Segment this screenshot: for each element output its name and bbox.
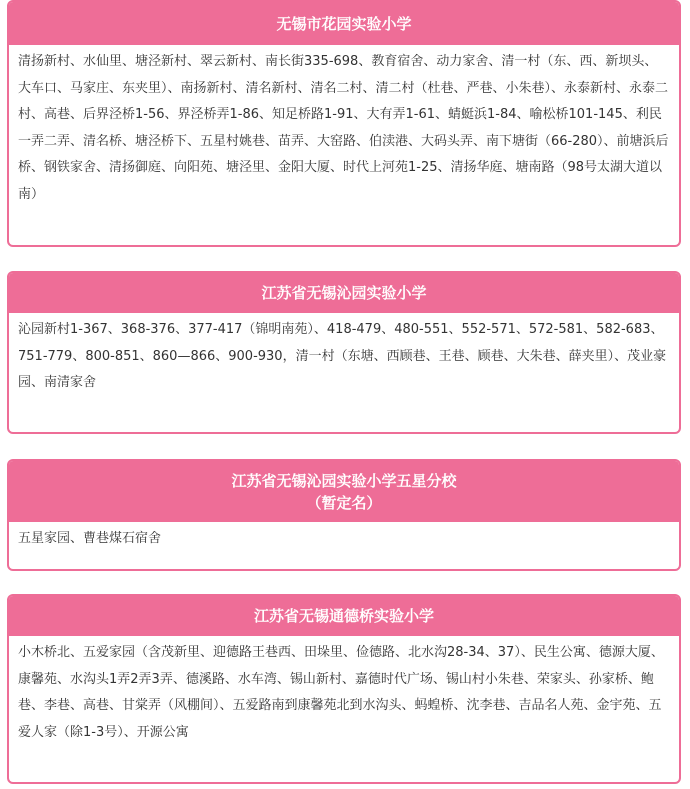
area-list: 沁园新村1-367、368-376、377-417（锦明南苑）、418-479、480-551、552-571、572-581、582-683、751-779、800-851、860—866、900-930，清一村（东塘、西顾巷、王巷、顾巷、大朱巷、薛夹里）、茂业豪园、南清家舍	[18, 322, 667, 390]
area-list: 五星家园、曹巷煤石宿舍	[18, 531, 162, 546]
card-header	[9, 2, 679, 45]
school-title: 江苏省无锡通德桥实验小学	[253, 607, 434, 625]
card-header	[9, 273, 679, 313]
school-card-qinyuan-wuxing	[7, 459, 681, 571]
school-title: 江苏省无锡沁园实验小学	[261, 284, 427, 302]
school-card-tongdeqiao	[7, 594, 681, 784]
card-header	[9, 596, 679, 636]
school-title: 无锡市花园实验小学	[276, 14, 412, 33]
area-list: 小木桥北、五爱家园（含茂新里、迎德路王巷西、田垛里、俭德路、北水沟28-34、37）、民生公寓、德源大厦、康馨苑、水沟头1弄2弄3弄、德溪路、水车湾、锡山新村、嘉德时代广场、锡山村小朱巷、荣家头、孙家桥、鲍巷、李巷、高巷、甘棠弄（风棚间）、五爱路南到康馨苑北到水沟头、蚂蝗桥、沈李巷、吉品名人苑、金宇苑、五爱人家（除1-3号）、开源公寓	[18, 645, 664, 740]
school-card-huayuan	[7, 0, 681, 247]
area-list: 清扬新村、水仙里、塘泾新村、翠云新村、南长街335-698、教育宿舍、动力家舍、清一村（东、西、新坝头、大车口、马家庄、东夹里）、南扬新村、清名新村、清名二村、清二村（杜巷、严巷、小朱巷）、永泰新村、永泰二村、高巷、后界泾桥1-56、界泾桥弄1-86、知足桥路1-91、大有弄1-61、蜻蜓浜1-84、喻松桥101-145、利民一弄二弄、清名桥、塘泾桥下、五星村姚巷、苗弄、大窑路、伯渎港、大码头弄、南下塘街（66-280）、前塘浜后桥、钢铁家舍、清扬御庭、向阳苑、塘泾里、金阳大厦、时代上河苑1-25、清扬华庭、塘南路（98号太湖大道以南）	[18, 54, 669, 202]
school-card-qinyuan	[7, 271, 681, 434]
school-subtitle: （暂定名）	[306, 493, 382, 512]
school-title: 江苏省无锡沁园实验小学五星分校	[231, 471, 457, 490]
card-header	[9, 461, 679, 522]
